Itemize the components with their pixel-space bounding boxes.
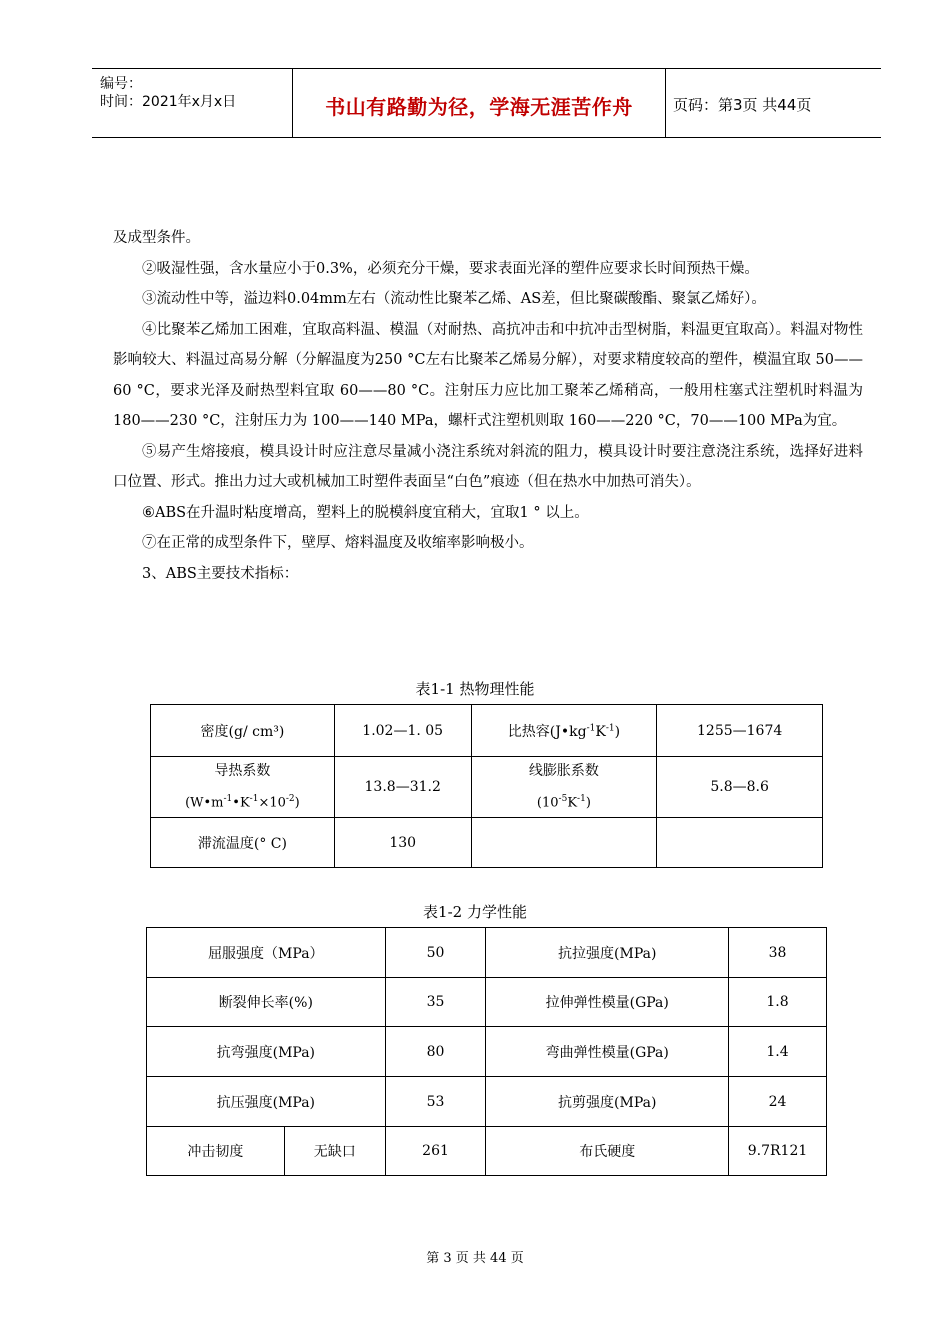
table-cell: 抗拉强度(MPa) [486, 928, 729, 978]
table-cell: 抗压强度(MPa) [147, 1077, 386, 1127]
table-cell: 53 [385, 1077, 486, 1127]
table-cell: 38 [729, 928, 827, 978]
page-header [92, 68, 881, 138]
table-cell: 80 [385, 1027, 486, 1077]
table-cell: 130 [334, 818, 471, 868]
table-cell: 抗剪强度(MPa) [486, 1077, 729, 1127]
table-cell: 1.8 [729, 978, 827, 1027]
table-cell: 抗弯强度(MPa) [147, 1027, 386, 1077]
time-label: 时间：2021年x月x日 [100, 94, 237, 110]
table-cell: 24 [729, 1077, 827, 1127]
table1-caption: 表1-1 热物理性能 [415, 680, 535, 698]
table-cell: 弯曲弹性模量(GPa) [486, 1027, 729, 1077]
table2-caption: 表1-2 力学性能 [423, 903, 527, 921]
motto: 书山有路勤为径，学海无涯苦作舟 [325, 95, 633, 119]
table-cell: 导热系数 $(W•m^{-1}•K^{-1}\times 10^{-2})$ [151, 757, 335, 818]
table-row [147, 978, 827, 1027]
table-cell: 1.02—1. 05 [334, 705, 471, 757]
table-cell [471, 818, 657, 868]
table-row [147, 1127, 827, 1176]
body-text [113, 223, 863, 589]
paragraph: ④比聚苯乙烯加工困难，宜取高料温、模温（对耐热、高抗冲击和中抗冲击型树脂，料温更宜取高）。料温对物性影响较大、料温过高易分解（分解温度为250 °C左右比聚苯乙烯易分解），对要求精度较高的塑件，模温宜取 50——60 °C，要求光泽及耐热型料宜取 60——80 °C。注射压力应比加工聚苯乙烯稍高，一般用柱塞式注塑机时料温为 180——230 °C，注射压力为 100——140 MPa，螺杆式注塑机则取 160——220 °C，70——100 MPa为宜。 [113, 321, 863, 429]
table-cell: 比热容$(J•kg^{-1}K^{-1})$ [471, 705, 657, 757]
number-label: 编号： [100, 76, 142, 92]
table-row [147, 1077, 827, 1127]
table-cell: 断裂伸长率(%) [147, 978, 386, 1027]
table-cell: 冲击韧度 [147, 1127, 285, 1176]
table-cell: 无缺口 [284, 1127, 385, 1176]
table-cell: 1255—1674 [657, 705, 823, 757]
table-cell [657, 818, 823, 868]
page-footer: 第 3 页 共 44 页 [426, 1251, 524, 1266]
paragraph: ⑤易产生熔接痕，模具设计时应注意尽量减小浇注系统对斜流的阻力，模具设计时要注意浇注系统，选择好进料口位置、形式。推出力过大或机械加工时塑件表面呈“白色”痕迹（但在热水中加热可消失）。 [113, 443, 863, 490]
table-cell: 13.8—31.2 [334, 757, 471, 818]
table-cell: 5.8—8.6 [657, 757, 823, 818]
header-page-cell [665, 69, 881, 137]
table-row [147, 928, 827, 978]
table-row [147, 1027, 827, 1077]
paragraph: 3、ABS主要技术指标： [142, 565, 299, 582]
table-cell: 布氏硬度 [486, 1127, 729, 1176]
table-cell: 261 [385, 1127, 486, 1176]
table-cell: 屈服强度（MPa） [147, 928, 386, 978]
table-cell: 密度(g/ cm³) [151, 705, 335, 757]
table-row [151, 818, 823, 868]
paragraph: 及成型条件。 [113, 230, 200, 246]
table-cell: 50 [385, 928, 486, 978]
header-meta-cell [92, 69, 292, 137]
mechanical-properties-table [146, 927, 827, 1176]
table-cell: 9.7R121 [729, 1127, 827, 1176]
paragraph: ⑦在正常的成型条件下，壁厚、熔料温度及收缩率影响极小。 [142, 535, 534, 551]
table-cell: 1.4 [729, 1027, 827, 1077]
header-motto-cell [292, 69, 666, 137]
table-row [151, 705, 823, 757]
table-row [151, 757, 823, 818]
paragraph: ③流动性中等，溢边料0.04mm左右（流动性比聚苯乙烯、AS差，但比聚碳酸酯、聚氯乙烯好）。 [142, 291, 766, 307]
table-cell: 线膨胀系数 $(10^{-5}K^{-1})$ [471, 757, 657, 818]
page-info: 页码：第3页 共44页 [673, 96, 812, 114]
table-cell: 拉伸弹性模量(GPa) [486, 978, 729, 1027]
paragraph: ⑥ABS在升温时粘度增高，塑料上的脱模斜度宜稍大，宜取1 ° 以上。 [142, 504, 589, 521]
table-cell: 滞流温度(° C) [151, 818, 335, 868]
paragraph: ②吸湿性强，含水量应小于0.3%，必须充分干燥，要求表面光泽的塑件应要求长时间预热干燥。 [142, 260, 759, 277]
table-cell: 35 [385, 978, 486, 1027]
thermal-properties-table [150, 704, 823, 868]
